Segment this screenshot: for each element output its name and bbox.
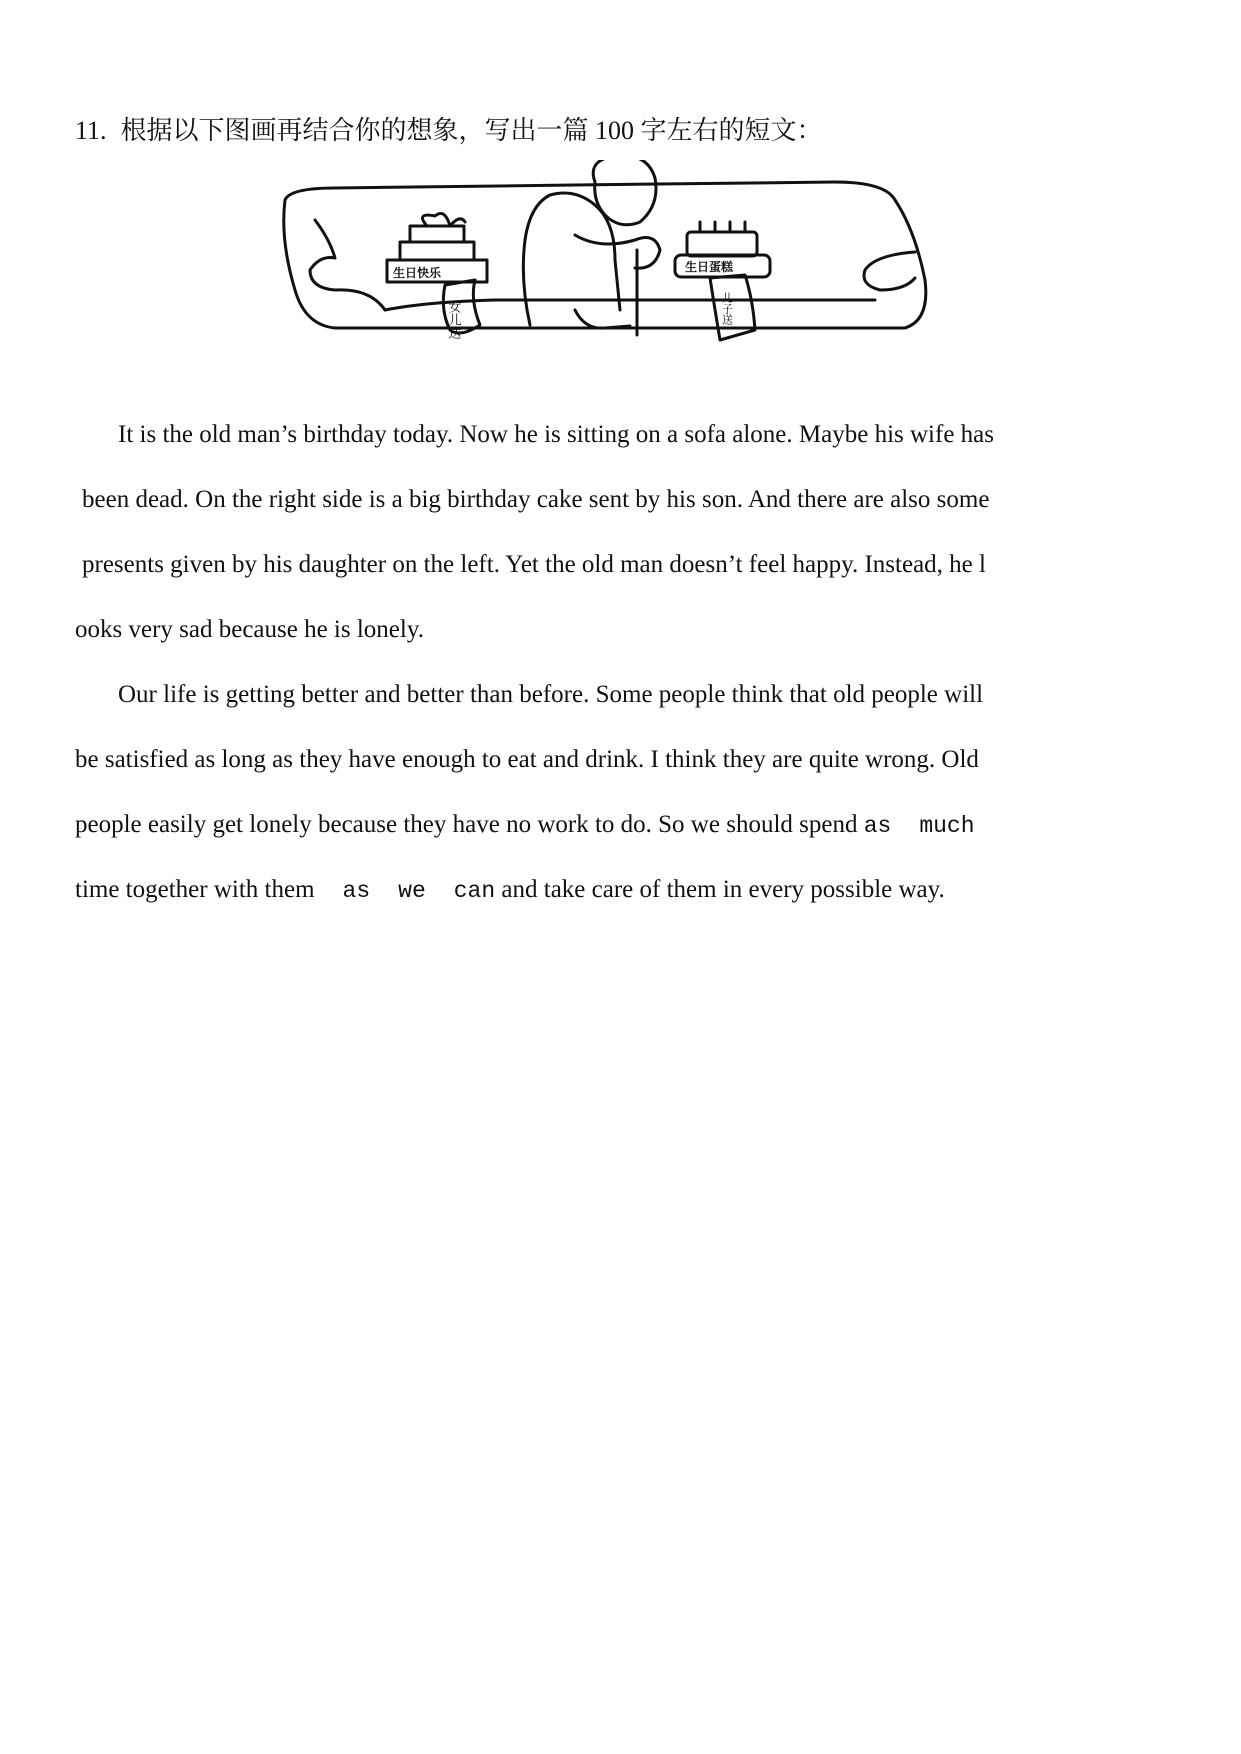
essay-line: It is the old man’s birthday today. Now he is sitting on a sofa alone. Maybe his wife has (118, 421, 995, 448)
gift-tag-label: 女儿送 (445, 300, 461, 339)
fill-in-can: can (453, 878, 496, 904)
old-man-body (523, 193, 620, 325)
essay-line-8-start: time together with them (75, 876, 315, 903)
gift-bow (423, 214, 466, 226)
cake-tag-label: 儿子送 (720, 292, 734, 325)
cake-label: 生日蛋糕 (685, 260, 734, 274)
gift-box-top (410, 226, 464, 242)
fill-in-as: as (863, 813, 892, 839)
essay-line-8 (75, 857, 1155, 922)
cake-top (687, 232, 757, 256)
birthday-illustration (275, 160, 945, 385)
essay-line: Our life is getting better and better than before. Some people think that old people will (118, 681, 984, 708)
question-prompt (75, 112, 823, 150)
question-text: 根据以下图画再结合你的想象，写出一篇 100 字左右的短文： (120, 116, 823, 145)
essay-body (75, 402, 1155, 922)
fill-in-much: much (919, 813, 975, 839)
fill-in-as-2: as (342, 878, 371, 904)
essay-line-7 (75, 792, 1155, 857)
essay-line: been dead. On the right side is a big birthday cake sent by his son. And there are also some (82, 486, 990, 513)
old-man-leg (575, 310, 630, 328)
old-man-arm (575, 235, 660, 268)
fill-in-we: we (398, 878, 426, 904)
question-number: 11. (75, 116, 107, 145)
gift-box-label: 生日快乐 (393, 266, 442, 280)
essay-line: presents given by his daughter on the left. Yet the old man doesn’t feel happy. Instead, he l (82, 551, 986, 578)
essay-line: ooks very sad because he is lonely. (75, 616, 424, 643)
essay-line-8-end: and take care of them in every possible way. (501, 876, 945, 903)
essay-line: be satisfied as long as they have enough to eat and drink. I think they are quite wrong. Old (75, 746, 979, 773)
gift-box-middle (400, 242, 474, 260)
sofa-left-arm (310, 220, 385, 310)
sofa-right-arm (864, 252, 915, 290)
essay-line-7-text: people easily get lonely because they have no work to do. So we should spend (75, 811, 858, 838)
